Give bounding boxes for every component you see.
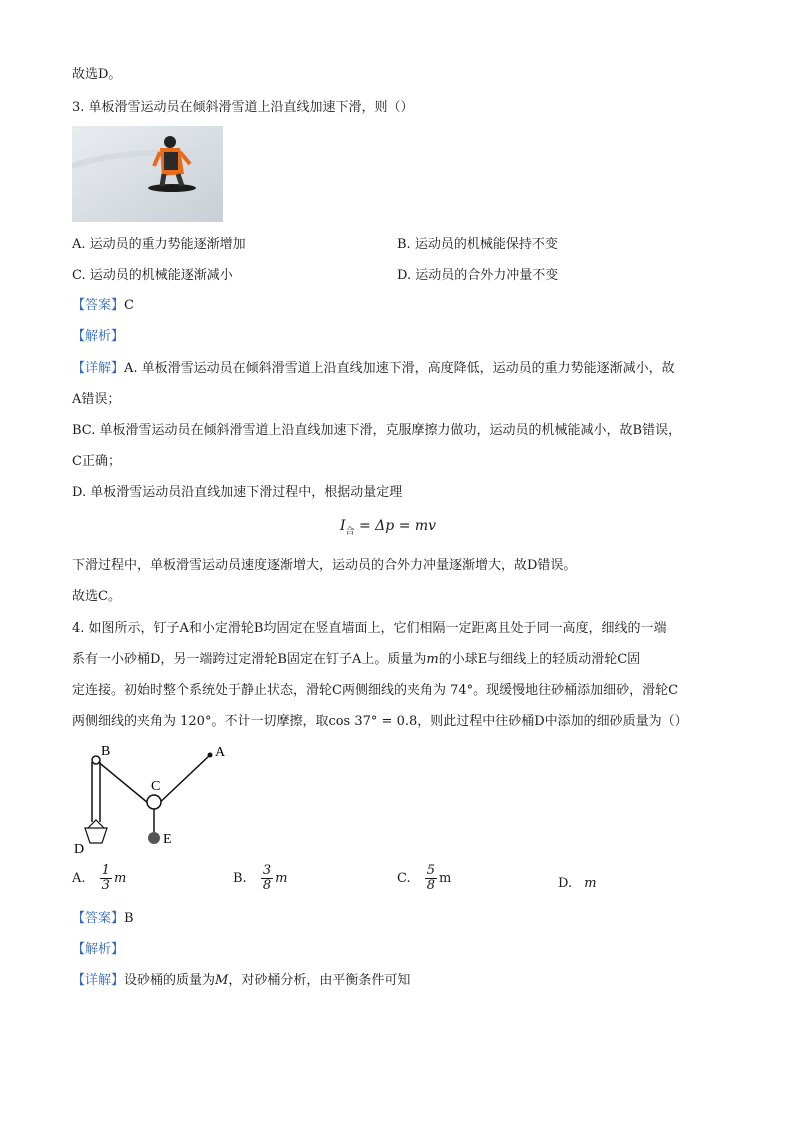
q4-text-c: 两侧细线的夹角为 120°。不计一切摩擦，取: [72, 714, 329, 729]
eq-subscript: 合: [345, 526, 355, 537]
label-e: E: [163, 832, 172, 847]
q4-text-a: 系有一小砂桶D，另一端跨过定滑轮B固定在钉子A上。质量为: [72, 652, 427, 667]
line-conclusion-d: 故选D。: [72, 67, 122, 82]
q3-detail-5: D. 单板滑雪运动员沿直线加速下滑过程中，根据动量定理: [72, 485, 403, 500]
q4-mass-m: m: [426, 652, 439, 667]
numerator: 5: [426, 863, 436, 878]
q4-option-b: [233, 864, 287, 893]
answer-tag: 【答案】: [72, 911, 125, 926]
q4-cos-value: cos 37° = 0.8: [328, 714, 418, 729]
momentum-equation: [340, 518, 436, 537]
q4-option-a: [72, 864, 126, 893]
q3-detail-4: C正确；: [72, 454, 121, 469]
q4-option-c: [397, 864, 451, 893]
answer-value: B: [124, 911, 134, 926]
mass-m: m: [113, 871, 127, 886]
q3-detail-3: BC. 单板滑雪运动员在倾斜滑雪道上沿直线加速下滑，克服摩擦力做功，运动员的机械能减小，故B错误，: [72, 423, 682, 438]
q3-conclusion: 故选C。: [72, 589, 121, 604]
question-4-line-2: [72, 651, 640, 669]
q3-answer: [72, 297, 134, 315]
q3-option-b: B. 运动员的机械能保持不变: [397, 237, 558, 252]
mass-m: m: [275, 871, 288, 886]
question-3-stem: 3. 单板滑雪运动员在倾斜滑雪道上沿直线加速下滑，则（）: [72, 100, 414, 115]
answer-value: C: [124, 298, 134, 313]
label-b: B: [101, 744, 111, 759]
denominator: 8: [262, 878, 272, 893]
label-a: A: [215, 745, 226, 760]
q3-option-d: D. 运动员的合外力冲量不变: [397, 268, 559, 283]
fraction: [100, 864, 112, 893]
snowboarder-photo: [72, 126, 223, 222]
question-4-line-1: 4. 如图所示，钉子A和小定滑轮B均固定在竖直墙面上，它们相隔一定距离且处于同一高度，细线的一端: [72, 621, 667, 636]
q4-option-d: [558, 875, 597, 893]
mass-m: m: [439, 871, 452, 886]
q3-option-c: C. 运动员的机械能逐渐减小: [72, 268, 233, 283]
answer-tag: 【答案】: [72, 298, 125, 313]
pulley-diagram: [72, 740, 242, 860]
q3-option-a: A. 运动员的重力势能逐渐增加: [72, 237, 246, 252]
denominator: 8: [426, 878, 436, 893]
q3-detail-2: A错误；: [72, 392, 121, 407]
q3-detail-6: 下滑过程中，单板滑雪运动员速度逐渐增大，运动员的合外力冲量逐渐增大，故D错误。: [72, 558, 577, 573]
q4-answer: [72, 910, 134, 928]
detail-text-a: 设砂桶的质量为: [124, 973, 216, 988]
numerator: 1: [101, 863, 110, 878]
numerator: 3: [262, 863, 272, 878]
question-4-line-3: 定连接。初始时整个系统处于静止状态，滑轮C两侧细线的夹角为 74°。现缓慢地往砂桶添加细砂，滑轮C: [72, 683, 679, 698]
q4-text-d: ，则此过程中往砂桶D中添加的细砂质量为（）: [417, 714, 688, 729]
q4-text-b: 的小球E与细线上的轻质动滑轮C固: [438, 652, 641, 667]
detail-text-b: ，对砂桶分析，由平衡条件可知: [228, 973, 411, 988]
detail-text: A. 单板滑雪运动员在倾斜滑雪道上沿直线加速下滑，高度降低，运动员的重力势能逐渐减小，故: [124, 361, 675, 376]
q4-detail-1: [72, 972, 410, 990]
option-label: B.: [233, 871, 247, 886]
eq-impulse: I: [340, 518, 346, 534]
detail-tag: 【详解】: [72, 361, 125, 376]
detail-tag: 【详解】: [72, 973, 125, 988]
fraction: [261, 864, 273, 893]
mass-m: m: [584, 876, 597, 891]
q3-analysis-tag: 【解析】: [72, 329, 125, 344]
label-c: C: [151, 779, 161, 794]
denominator: 3: [101, 878, 110, 893]
question-4-line-4: [72, 713, 688, 731]
mass-capital-m: M: [215, 973, 229, 988]
q3-detail-1: [72, 360, 675, 378]
option-label: C.: [397, 871, 411, 886]
label-d: D: [74, 842, 85, 857]
eq-rest: = Δp = mv: [354, 518, 437, 534]
option-label: A.: [72, 871, 86, 886]
option-label: D.: [558, 876, 573, 891]
fraction: [425, 864, 437, 893]
q4-analysis-tag: 【解析】: [72, 942, 125, 957]
